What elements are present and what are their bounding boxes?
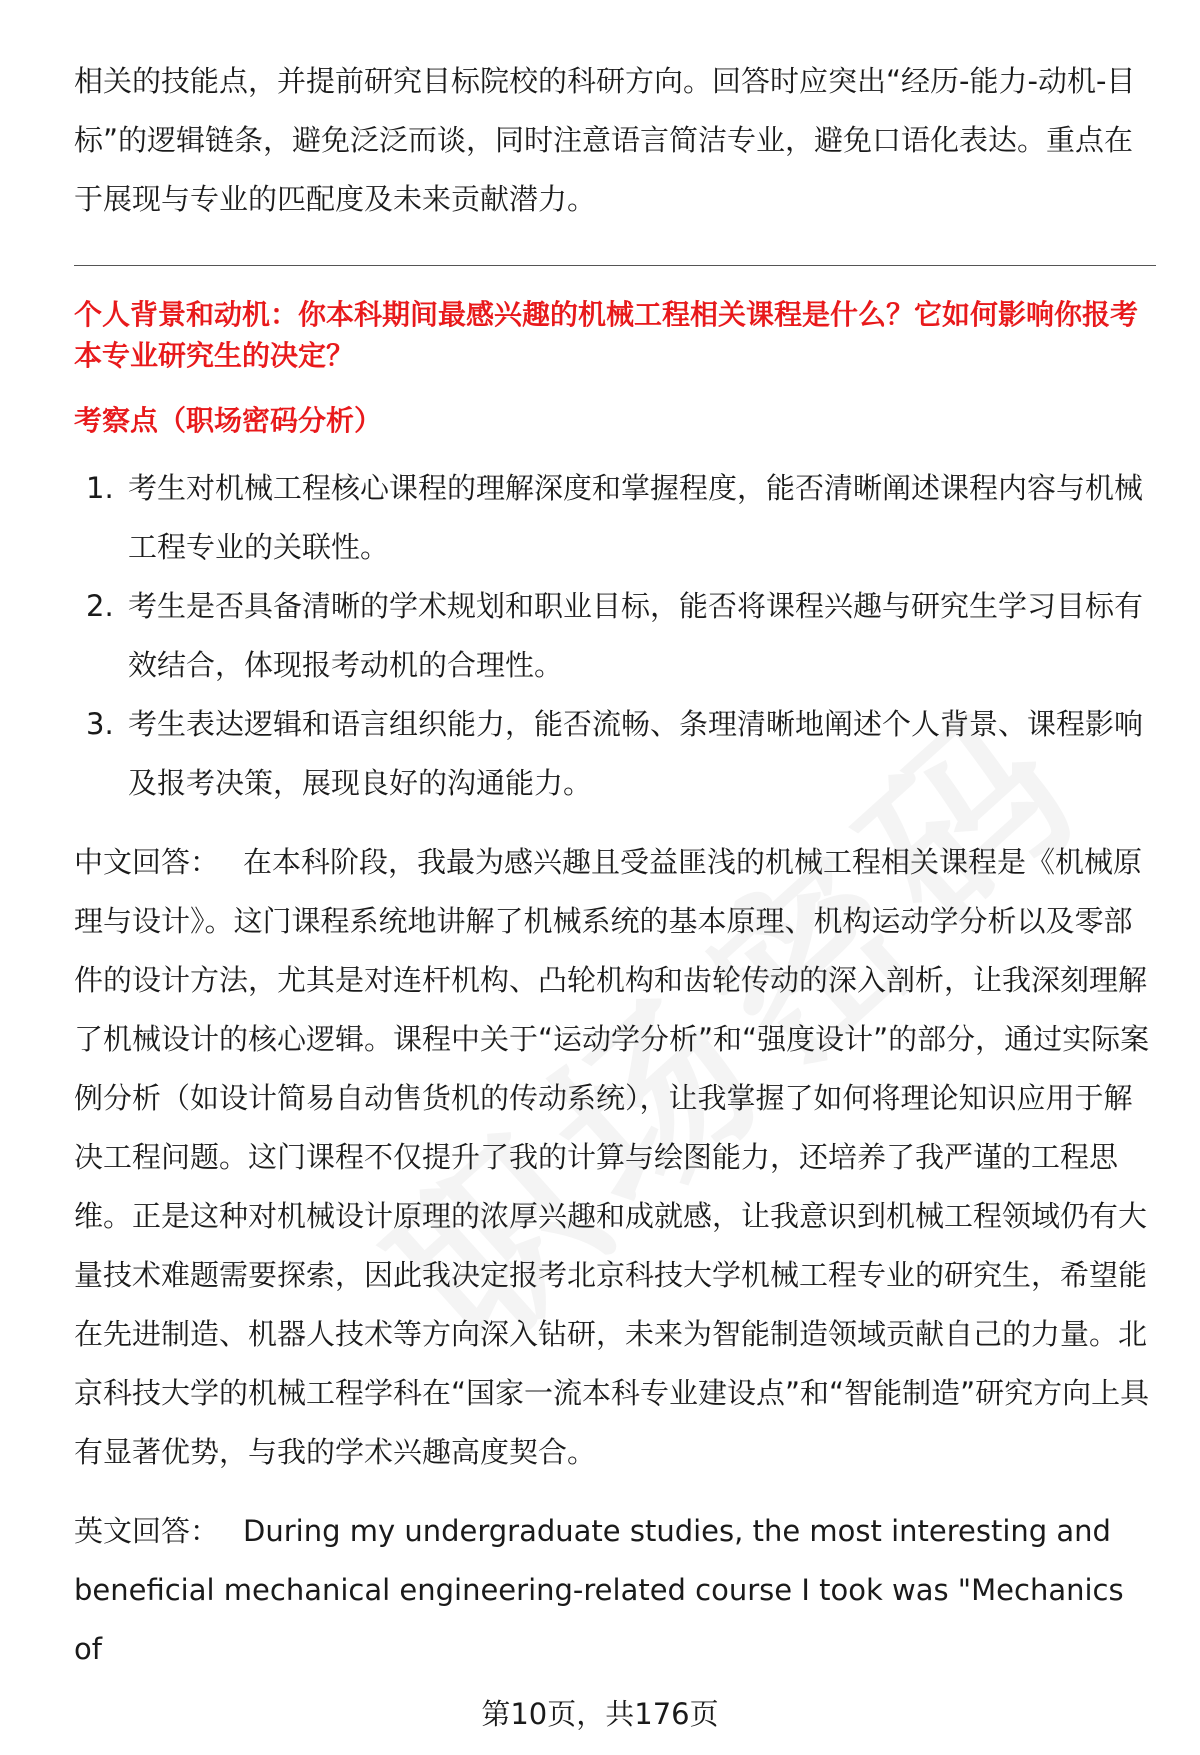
list-item [74, 459, 1156, 577]
list-item-number: 1. [86, 471, 114, 505]
english-answer-label: 英文回答： [74, 1514, 220, 1548]
list-item-text: 考生表达逻辑和语言组织能力，能否流畅、条理清晰地阐述个人背景、课程影响及报考决策，展现良好的沟通能力。 [128, 707, 1144, 800]
list-item-number: 3. [86, 707, 114, 741]
english-answer-text: During my undergraduate studies, the most interesting and beneficial mechanical engineering-related course I took was "Mechanics of [74, 1514, 1124, 1666]
section-divider [74, 265, 1156, 266]
assessment-points-list [74, 459, 1156, 813]
list-item-text: 考生对机械工程核心课程的理解深度和掌握程度，能否清晰阐述课程内容与机械工程专业的关联性。 [128, 471, 1144, 564]
document-page [74, 52, 1156, 1679]
assessment-heading: 考察点（职场密码分析） [74, 404, 383, 437]
list-item [74, 695, 1156, 813]
page-indicator: 第10页，共176页 [481, 1697, 719, 1731]
chinese-answer-label: 中文回答： [74, 845, 220, 879]
chinese-answer-text: 在本科阶段，我最为感兴趣且受益匪浅的机械工程相关课程是《机械原理与设计》。这门课程系统地讲解了机械系统的基本原理、机构运动学分析以及零部件的设计方法，尤其是对连杆机构、凸轮机构和齿轮传动的深入剖析，让我深刻理解了机械设计的核心逻辑。课程中关于“运动学分析”和“强度设计”的部分，通过实际案例分析（如设计简易自动售货机的传动系统），让我掌握了如何将理论知识应用于解决工程问题。这门课程不仅提升了我的计算与绘图能力，还培养了我严谨的工程思维。正是这种对机械设计原理的浓厚兴趣和成就感，让我意识到机械工程领域仍有大量技术难题需要探索，因此我决定报考北京科技大学机械工程专业的研究生，希望能在先进制造、机器人技术等方向深入钻研，未来为智能制造领域贡献自己的力量。北京科技大学的机械工程学科在“国家一流本科专业建设点”和“智能制造”研究方向上具有显著优势，与我的学术兴趣高度契合。 [74, 845, 1150, 1469]
list-item-number: 2. [86, 589, 114, 623]
intro-paragraph: 相关的技能点，并提前研究目标院校的科研方向。回答时应突出“经历-能力-动机-目标”的逻辑链条，避免泛泛而谈，同时注意语言简洁专业，避免口语化表达。重点在于展现与专业的匹配度及未来贡献潜力。 [74, 64, 1136, 216]
list-item [74, 577, 1156, 695]
question-heading: 个人背景和动机：你本科期间最感兴趣的机械工程相关课程是什么？它如何影响你报考本专业研究生的决定？ [74, 298, 1139, 372]
list-item-text: 考生是否具备清晰的学术规划和职业目标，能否将课程兴趣与研究生学习目标有效结合，体现报考动机的合理性。 [128, 589, 1144, 682]
chinese-answer [74, 833, 1156, 1482]
english-answer [74, 1502, 1156, 1679]
